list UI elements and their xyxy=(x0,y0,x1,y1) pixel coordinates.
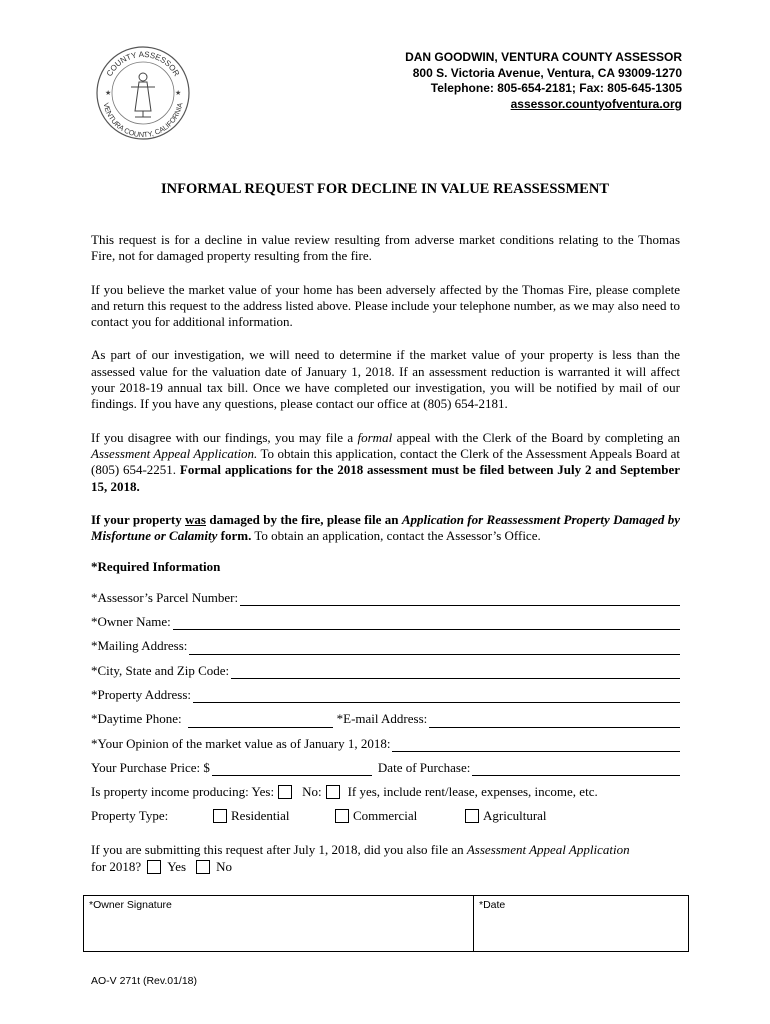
income-question: Is property income producing: Yes: xyxy=(91,783,275,799)
signature-table xyxy=(83,895,689,952)
appeal-question xyxy=(91,842,680,876)
mailing-row xyxy=(91,630,680,654)
agricultural-checkbox[interactable] xyxy=(465,809,479,823)
opinion-value-field[interactable] xyxy=(392,738,680,752)
appeal-no-label: No xyxy=(216,859,232,875)
county-assessor-seal xyxy=(95,45,191,141)
damage-text-d: To obtain an application, contact the Assessor’s Office. xyxy=(251,528,541,544)
mailing-address-field[interactable] xyxy=(189,641,680,655)
appeal-text-a: If you disagree with our findings, you may file a xyxy=(91,429,358,445)
owner-name-field[interactable] xyxy=(173,616,680,630)
opinion-row xyxy=(91,728,680,752)
income-note: If yes, include rent/lease, expenses, income, etc. xyxy=(347,783,598,799)
assessor-website-link[interactable]: assessor.countyofventura.org xyxy=(510,96,682,111)
assessor-phone: Telephone: 805-654-2181; Fax: 805-645-1305 xyxy=(430,81,682,95)
paragraph-damage xyxy=(91,512,680,545)
assessor-address: 800 S. Victoria Avenue, Ventura, CA 93009-1270 xyxy=(412,65,682,80)
residential-checkbox[interactable] xyxy=(213,809,227,823)
assessor-header xyxy=(405,50,682,112)
svg-text:VENTURA COUNTY, CALIFORNIA: VENTURA COUNTY, CALIFORNIA xyxy=(101,101,185,140)
appeal-question-text: If you are submitting this request after July 1, 2018, did you also file an xyxy=(91,842,467,858)
property-type-label: Property Type: xyxy=(91,807,169,823)
appeal-yes-label: Yes xyxy=(167,859,187,875)
appeal-deadline: Formal applications for the 2018 assessment must be filed between July 2 and September 15, 2018. xyxy=(91,462,680,494)
date-label: *Date xyxy=(479,899,506,911)
city-row xyxy=(91,655,680,679)
income-row xyxy=(91,780,680,804)
property-address-row xyxy=(91,679,680,703)
apn-row xyxy=(91,582,680,606)
phone-email-row xyxy=(91,703,680,727)
property-address-field[interactable] xyxy=(193,689,680,703)
owner-label: *Owner Name: xyxy=(91,614,171,630)
appeal-text-c: To obtain this application, contact the Clerk of the Assessment Appeals Board at (805) 654-2251. xyxy=(91,445,680,478)
appeal-application-name: Assessment Appeal Application. xyxy=(91,445,258,461)
property-type-row xyxy=(91,804,680,828)
opinion-label: *Your Opinion of the market value as of January 1, 2018: xyxy=(91,735,391,751)
owner-signature-label: *Owner Signature xyxy=(89,899,172,911)
apn-field[interactable] xyxy=(240,592,680,606)
agricultural-label: Agricultural xyxy=(483,807,547,823)
paragraph-appeal xyxy=(91,430,680,495)
appeal-question-year: for 2018? xyxy=(91,859,142,875)
mailing-label: *Mailing Address: xyxy=(91,638,188,654)
city-state-zip-field[interactable] xyxy=(231,665,680,679)
income-no-label: No: xyxy=(302,783,322,799)
income-no-checkbox[interactable] xyxy=(326,785,340,799)
svg-text:★: ★ xyxy=(105,89,112,97)
income-yes-checkbox[interactable] xyxy=(278,785,292,799)
residential-label: Residential xyxy=(231,807,290,823)
email-label: *E-mail Address: xyxy=(336,711,428,727)
damage-text-c: form. xyxy=(217,528,252,544)
purchase-row xyxy=(91,752,680,776)
form-body xyxy=(91,232,680,876)
city-label: *City, State and Zip Code: xyxy=(91,662,230,678)
appeal-text-b: appeal with the Clerk of the Board by completing an xyxy=(392,429,680,445)
appeal-no-checkbox[interactable] xyxy=(196,860,210,874)
phone-label: *Daytime Phone: xyxy=(91,711,182,727)
form-number: AO-V 271t (Rev.01/18) xyxy=(91,975,198,987)
property-address-label: *Property Address: xyxy=(91,686,192,702)
commercial-checkbox[interactable] xyxy=(335,809,349,823)
owner-row xyxy=(91,606,680,630)
purchase-date-label: Date of Purchase: xyxy=(377,759,471,775)
damage-form-name: Application for Reassessment Property Damaged by Misfortune or Calamity xyxy=(91,511,680,544)
svg-text:COUNTY ASSESSOR: COUNTY ASSESSOR xyxy=(104,49,182,78)
purchase-price-field[interactable] xyxy=(212,762,372,776)
form-title: INFORMAL REQUEST FOR DECLINE IN VALUE REASSESSMENT xyxy=(161,181,609,197)
appeal-question-application: Assessment Appeal Application xyxy=(466,842,630,858)
required-heading: *Required Information xyxy=(91,559,221,575)
svg-text:★: ★ xyxy=(175,89,182,97)
assessor-name: DAN GOODWIN, VENTURA COUNTY ASSESSOR xyxy=(405,50,682,64)
damage-text-b: damaged by the fire, please file an xyxy=(206,511,402,527)
appeal-formal: formal xyxy=(357,429,393,445)
paragraph-instructions: If you believe the market value of your home has been adversely affected by the Thomas Fire, please complete and return this request to the address listed above. Please include your telephone number, as we may also need to contact you for additional information. xyxy=(91,281,680,330)
email-field[interactable] xyxy=(429,714,680,728)
damage-text-a: If your property xyxy=(91,511,186,527)
owner-signature-field[interactable] xyxy=(84,896,474,951)
daytime-phone-field[interactable] xyxy=(188,714,333,728)
purchase-date-field[interactable] xyxy=(472,762,680,776)
commercial-label: Commercial xyxy=(353,807,418,823)
apn-label: *Assessor’s Parcel Number: xyxy=(91,589,239,605)
date-field[interactable] xyxy=(474,896,510,951)
damage-was: was xyxy=(185,511,206,527)
paragraph-intro: This request is for a decline in value review resulting from adverse market conditions relating to the Thomas Fire, not for damaged property resulting from the fire. xyxy=(91,232,680,264)
paragraph-investigation: As part of our investigation, we will need to determine if the market value of your property is less than the assessed value for the valuation date of January 1, 2018. If an assessment reduction is warranted it will affect your 2018-19 annual tax bill. Once we have completed our investigation, you will be notified by mail of our findings. If you have any questions, please contact our office at (805) 654-2181. xyxy=(91,347,680,412)
appeal-yes-checkbox[interactable] xyxy=(147,860,161,874)
purchase-price-label: Your Purchase Price: $ xyxy=(91,759,210,775)
